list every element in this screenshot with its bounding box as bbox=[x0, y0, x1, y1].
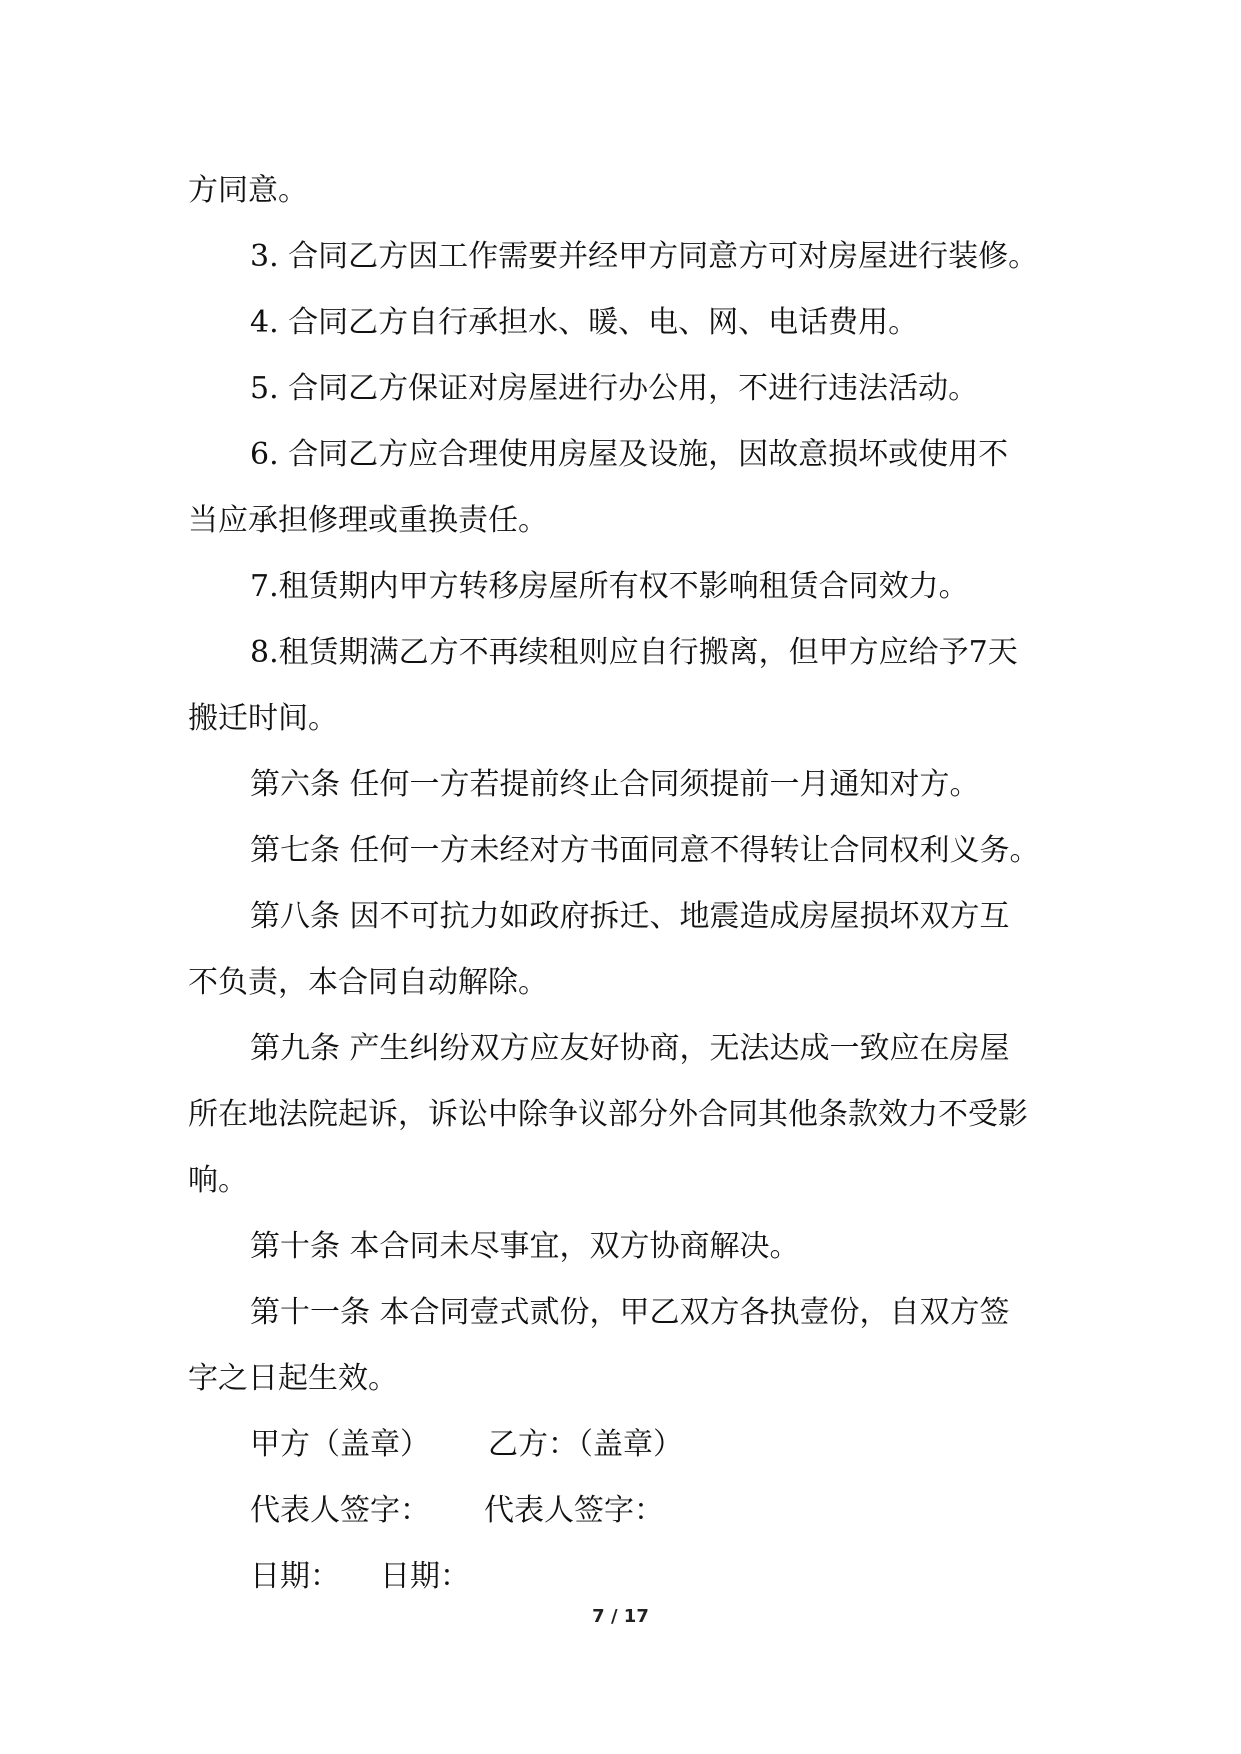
text-line: 当应承担修理或重换责任。 bbox=[188, 503, 548, 538]
text-line: 响。 bbox=[188, 1163, 248, 1198]
text-line: 方同意。 bbox=[188, 173, 308, 208]
clause-5-5: 5. 合同乙方保证对房屋进行办公用，不进行违法活动。 bbox=[250, 371, 979, 406]
article-8: 第八条 因不可抗力如政府拆迁、地震造成房屋损坏双方互 bbox=[250, 899, 1010, 934]
document-body bbox=[188, 158, 1068, 1610]
text-line: 字之日起生效。 bbox=[188, 1361, 398, 1396]
clause-5-8: 8.租赁期满乙方不再续租则应自行搬离，但甲方应给予7天 bbox=[250, 635, 1018, 670]
clause-5-6: 6. 合同乙方应合理使用房屋及设施，因故意损坏或使用不 bbox=[250, 437, 1009, 472]
text-line: 搬迁时间。 bbox=[188, 701, 338, 736]
clause-5-7: 7.租赁期内甲方转移房屋所有权不影响租赁合同效力。 bbox=[250, 569, 969, 604]
text-line: 不负责，本合同自动解除。 bbox=[188, 965, 548, 1000]
date-line bbox=[188, 1544, 1068, 1610]
date-b: 日期： bbox=[380, 1559, 470, 1594]
rep-sign-b: 代表人签字： bbox=[484, 1493, 664, 1528]
signature-line bbox=[188, 1478, 1068, 1544]
date-a: 日期： bbox=[250, 1559, 340, 1594]
page-number: 7 / 17 bbox=[592, 1606, 649, 1627]
rep-sign-a: 代表人签字： bbox=[250, 1493, 430, 1528]
seal-line bbox=[188, 1412, 1068, 1478]
article-11: 第十一条 本合同壹式贰份，甲乙双方各执壹份，自双方签 bbox=[250, 1295, 1010, 1330]
article-9: 第九条 产生纠纷双方应友好协商，无法达成一致应在房屋 bbox=[250, 1031, 1010, 1066]
party-b-seal: 乙方：（盖章） bbox=[488, 1427, 683, 1462]
clause-5-3: 3. 合同乙方因工作需要并经甲方同意方可对房屋进行装修。 bbox=[250, 239, 1039, 274]
clause-5-4: 4. 合同乙方自行承担水、暖、电、网、电话费用。 bbox=[250, 305, 919, 340]
text-line: 所在地法院起诉，诉讼中除争议部分外合同其他条款效力不受影 bbox=[188, 1097, 1028, 1132]
party-a-seal: 甲方（盖章） bbox=[250, 1427, 430, 1462]
article-7: 第七条 任何一方未经对方书面同意不得转让合同权利义务。 bbox=[250, 833, 1040, 868]
article-10: 第十条 本合同未尽事宜，双方协商解决。 bbox=[250, 1229, 800, 1264]
article-6: 第六条 任何一方若提前终止合同须提前一月通知对方。 bbox=[250, 767, 980, 802]
